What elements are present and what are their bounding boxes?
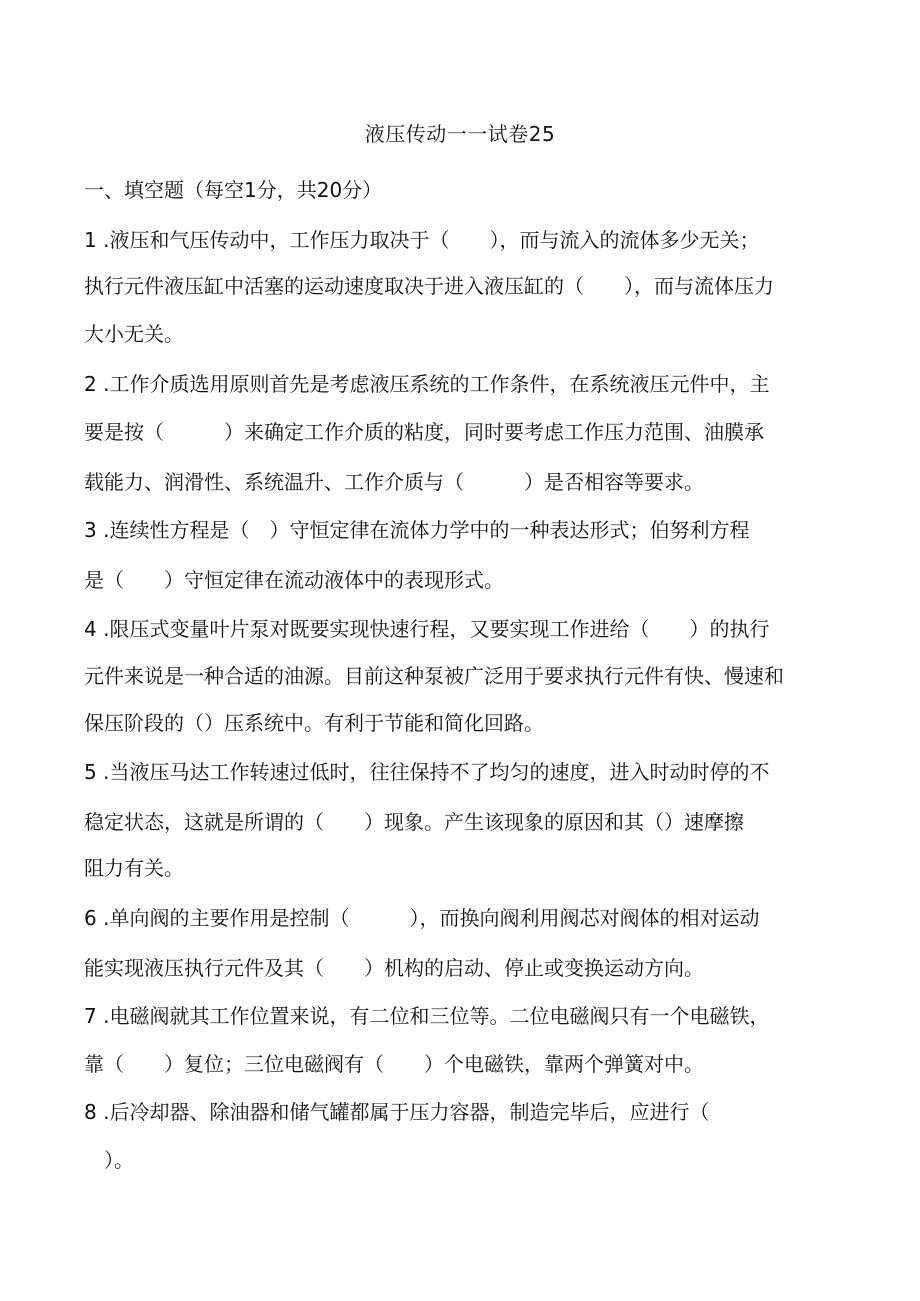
question-6-line-1: 6 .单向阀的主要作用是控制（ ），而换向阀利用阀芯对阀体的相对运动 [84, 906, 760, 930]
question-2-line-2: 要是按（ ）来确定工作介质的粘度，同时要考虑工作压力范围、油膜承 [84, 420, 764, 444]
question-7-line-1: 7 .电磁阀就其工作位置来说，有二位和三位等。二位电磁阀只有一个电磁铁， [84, 1004, 770, 1028]
question-1-line-2: 执行元件液压缸中活塞的运动速度取决于进入液压缸的（ ），而与流体压力 [84, 274, 774, 298]
question-2-line-3: 载能力、润滑性、系统温升、工作介质与（ ）是否相容等要求。 [84, 470, 704, 494]
question-7-line-2: 靠（ ）复位；三位电磁阀有（ ）个电磁铁，靠两个弹簧对中。 [84, 1052, 704, 1076]
question-4-line-1: 4 .限压式变量叶片泵对既要实现快速行程，又要实现工作进给（ ）的执行 [84, 617, 770, 641]
question-8-line-1: 8 .后冷却器、除油器和储气罐都属于压力容器，制造完毕后，应进行（ [84, 1100, 710, 1124]
question-4-line-3: 保压阶段的（）压系统中。有利于节能和简化回路。 [84, 711, 544, 735]
question-4-line-2: 元件来说是一种合适的油源。目前这种泵被广泛用于要求执行元件有快、慢速和 [84, 664, 784, 688]
question-2-line-1: 2 .工作介质选用原则首先是考虑液压系统的工作条件，在系统液压元件中，主 [84, 372, 770, 396]
question-3-line-2: 是（ ）守恒定律在流动液体中的表现形式。 [84, 568, 504, 592]
question-5-line-3: 阻力有关。 [84, 856, 184, 880]
question-3-line-1: 3 .连续性方程是（ ）守恒定律在流体力学中的一种表达形式；伯努利方程 [84, 518, 750, 542]
question-5-line-1: 5 .当液压马达工作转速过低时，往往保持不了均匀的速度，进入时动时停的不 [84, 760, 770, 784]
question-8-line-2: ）。 [84, 1148, 134, 1172]
question-5-line-2: 稳定状态，这就是所谓的（ ）现象。产生该现象的原因和其（）速摩擦 [84, 810, 744, 834]
question-1-line-3: 大小无关。 [84, 322, 184, 346]
question-6-line-2: 能实现液压执行元件及其（ ）机构的启动、停止或变换运动方向。 [84, 956, 704, 980]
page-title: 液压传动一一试卷25 [364, 122, 556, 146]
section-heading: 一、填空题（每空1分，共20分） [84, 178, 383, 202]
question-1-line-1: 1 .液压和气压传动中，工作压力取决于（ ），而与流入的流体多少无关； [84, 228, 760, 252]
